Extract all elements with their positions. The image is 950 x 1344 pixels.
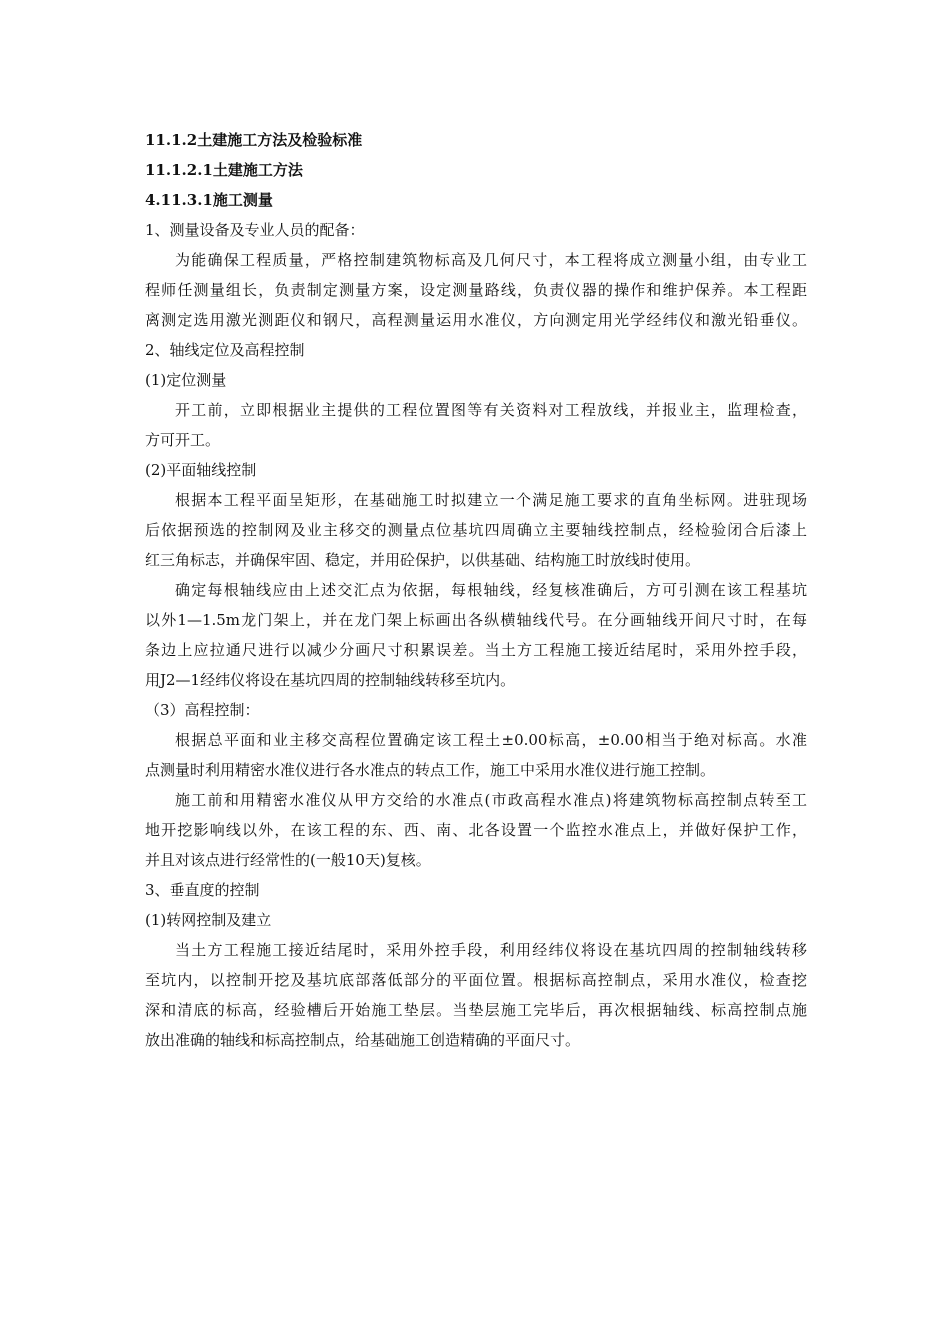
- section-3-title: 3、垂直度的控制: [145, 881, 260, 899]
- section-1-paragraph-line: 离测定选用激光测距仪和钢尺，高程测量运用水准仪，方向测定用光学经纬仪和激光铅垂仪。: [145, 311, 807, 329]
- axis-control-paragraph-line: 后依据预选的控制网及业主移交的测量点位基坑四周确立主要轴线控制点，经检验闭合后漆上: [145, 521, 807, 539]
- network-transfer-paragraph-line: 放出准确的轴线和标高控制点，给基础施工创造精确的平面尺寸。: [145, 1031, 581, 1049]
- section-1-paragraph-line: 为能确保工程质量，严格控制建筑物标高及几何尺寸，本工程将成立测量小组，由专业工: [175, 251, 807, 269]
- heading-4-11-3-1: 4.11.3.1施工测量: [145, 191, 273, 209]
- network-transfer-paragraph-line: 至坑内，以控制开挖及基坑底部落低部分的平面位置。根据标高控制点，采用水准仪，检查挖: [145, 971, 807, 989]
- subsection-positioning-title: (1)定位测量: [145, 371, 227, 389]
- document-page: [145, 125, 807, 1055]
- elevation-control-paragraph-line: 根据总平面和业主移交高程位置确定该工程土±0.00标高，±0.00相当于绝对标高。水准: [175, 731, 807, 749]
- axis-control-paragraph-line: 根据本工程平面呈矩形，在基础施工时拟建立一个满足施工要求的直角坐标网。进驻现场: [175, 491, 807, 509]
- elevation-control-paragraph-line: 施工前和用精密水准仪从甲方交给的水准点(市政高程水准点)将建筑物标高控制点转至工: [175, 791, 807, 809]
- network-transfer-paragraph-line: 当土方工程施工接近结尾时，采用外控手段，利用经纬仪将设在基坑四周的控制轴线转移: [175, 941, 807, 959]
- positioning-paragraph-line: 方可开工。: [145, 431, 221, 449]
- subsection-axis-control-title: (2)平面轴线控制: [145, 461, 257, 479]
- heading-11-1-2: 11.1.2土建施工方法及检验标准: [145, 131, 363, 149]
- section-2-title: 2、轴线定位及高程控制: [145, 341, 305, 359]
- elevation-control-paragraph-line: 点测量时利用精密水准仪进行各水准点的转点工作，施工中采用水准仪进行施工控制。: [145, 761, 716, 779]
- axis-control-paragraph-line: 以外1—1.5m龙门架上，并在龙门架上标画出各纵横轴线代号。在分画轴线开间尺寸时，在每: [145, 611, 807, 629]
- elevation-control-paragraph-line: 并且对该点进行经常性的(一般10天)复核。: [145, 851, 431, 869]
- axis-control-paragraph-line: 确定每根轴线应由上述交汇点为依据，每根轴线，经复核准确后，方可引测在该工程基坑: [175, 581, 807, 599]
- axis-control-paragraph-line: 用J2—1经纬仪将设在基坑四周的控制轴线转移至坑内。: [145, 671, 516, 689]
- heading-11-1-2-1: 11.1.2.1土建施工方法: [145, 161, 303, 179]
- axis-control-paragraph-line: 红三角标志，并确保牢固、稳定，并用砼保护，以供基础、结构施工时放线时使用。: [145, 551, 701, 569]
- positioning-paragraph-line: 开工前，立即根据业主提供的工程位置图等有关资料对工程放线，并报业主，监理检查，: [175, 401, 807, 419]
- subsection-network-transfer-title: (1)转网控制及建立: [145, 911, 272, 929]
- section-1-title: 1、测量设备及专业人员的配备：: [145, 221, 365, 239]
- elevation-control-paragraph-line: 地开挖影响线以外，在该工程的东、西、南、北各设置一个监控水准点上，并做好保护工作，: [145, 821, 807, 839]
- axis-control-paragraph-line: 条边上应拉通尺进行以减少分画尺寸积累误差。当土方工程施工接近结尾时，采用外控手段，: [145, 641, 807, 659]
- subsection-elevation-control-title: （3）高程控制：: [145, 701, 260, 719]
- section-1-paragraph-line: 程师任测量组长，负责制定测量方案，设定测量路线，负责仪器的操作和维护保养。本工程距: [145, 281, 807, 299]
- network-transfer-paragraph-line: 深和清底的标高，经验槽后开始施工垫层。当垫层施工完毕后，再次根据轴线、标高控制点施: [145, 1001, 807, 1019]
